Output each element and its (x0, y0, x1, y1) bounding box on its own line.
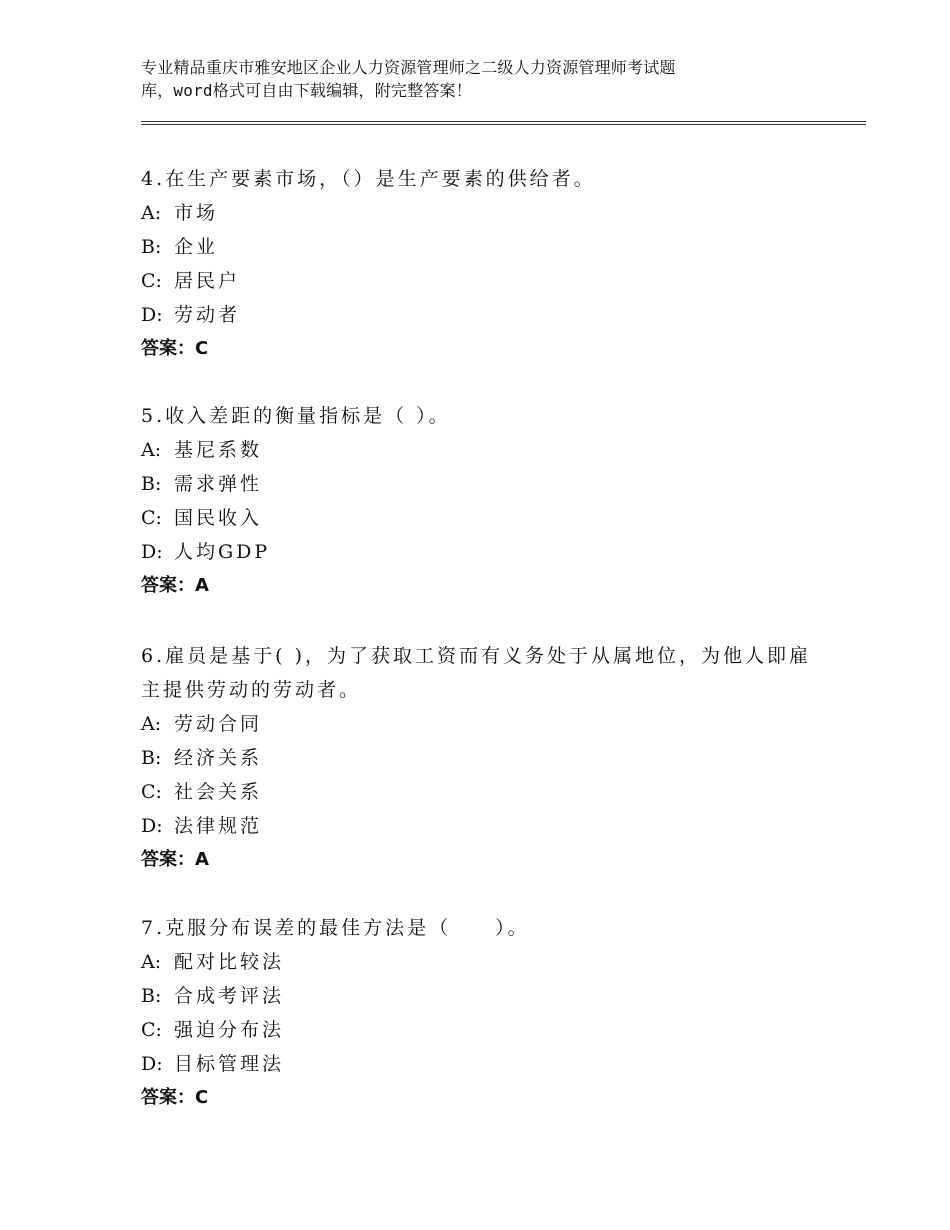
option-text: 市场 (174, 202, 219, 224)
option-letter: A: (141, 439, 162, 461)
option-d (141, 535, 831, 569)
option-c (141, 264, 831, 298)
option-text: 合成考评法 (174, 985, 285, 1007)
option-c (141, 501, 831, 535)
option-text: 劳动者 (174, 304, 241, 326)
option-letter: C: (141, 507, 162, 529)
option-letter: D: (141, 304, 163, 326)
option-text: 国民收入 (174, 507, 263, 529)
option-letter: C: (141, 270, 162, 292)
question-stem: 7.克服分布误差的最佳方法是（ ）。 (141, 917, 530, 939)
option-letter: D: (141, 815, 163, 837)
option-letter: D: (141, 541, 163, 563)
option-text: 企业 (174, 236, 219, 258)
option-text: 需求弹性 (174, 473, 263, 495)
option-c (141, 1013, 831, 1047)
answer-label: 答案：C (141, 1087, 209, 1108)
option-text: 基尼系数 (174, 439, 263, 461)
option-text: 社会关系 (174, 781, 263, 803)
answer-label: 答案：A (141, 575, 209, 596)
question-5 (141, 399, 831, 603)
option-letter: C: (141, 781, 162, 803)
option-letter: A: (141, 951, 162, 973)
option-a (141, 433, 831, 467)
option-b (141, 467, 831, 501)
header-title-line-1: 专业精品重庆市雅安地区企业人力资源管理师之二级人力资源管理师考试题 (141, 58, 676, 77)
option-text: 配对比较法 (174, 951, 285, 973)
question-stem-continued: 主提供劳动的劳动者。 (141, 679, 362, 701)
option-text: 目标管理法 (174, 1053, 285, 1075)
header-divider-top (141, 121, 866, 122)
option-letter: B: (141, 985, 162, 1007)
option-letter: B: (141, 747, 162, 769)
option-a (141, 196, 831, 230)
option-letter: B: (141, 236, 162, 258)
question-stem: 6.雇员是基于( )，为了获取工资而有义务处于从属地位，为他人即雇 (141, 645, 811, 667)
option-text: 强迫分布法 (174, 1019, 285, 1041)
option-letter: B: (141, 473, 162, 495)
option-text: 法律规范 (174, 815, 263, 837)
option-letter: D: (141, 1053, 163, 1075)
question-7 (141, 911, 831, 1115)
option-d (141, 298, 831, 332)
option-d (141, 1047, 831, 1081)
question-4 (141, 162, 831, 366)
option-a (141, 945, 831, 979)
option-b (141, 741, 831, 775)
option-letter: A: (141, 202, 162, 224)
option-b (141, 979, 831, 1013)
option-c (141, 775, 831, 809)
option-text: 人均GDP (174, 541, 271, 563)
header-divider-bottom (141, 124, 866, 125)
option-a (141, 707, 831, 741)
option-b (141, 230, 831, 264)
option-text: 劳动合同 (174, 713, 263, 735)
option-d (141, 809, 831, 843)
header-title-line-2: 库，word格式可自由下载编辑，附完整答案！ (141, 81, 472, 100)
question-stem: 5.收入差距的衡量指标是（ ）。 (141, 405, 451, 427)
answer-label: 答案：A (141, 849, 209, 870)
option-text: 居民户 (174, 270, 241, 292)
question-stem: 4.在生产要素市场，（）是生产要素的供给者。 (141, 168, 596, 190)
document-header (141, 56, 781, 102)
option-letter: A: (141, 713, 162, 735)
question-6 (141, 639, 831, 877)
answer-label: 答案：C (141, 338, 209, 359)
option-text: 经济关系 (174, 747, 263, 769)
option-letter: C: (141, 1019, 162, 1041)
